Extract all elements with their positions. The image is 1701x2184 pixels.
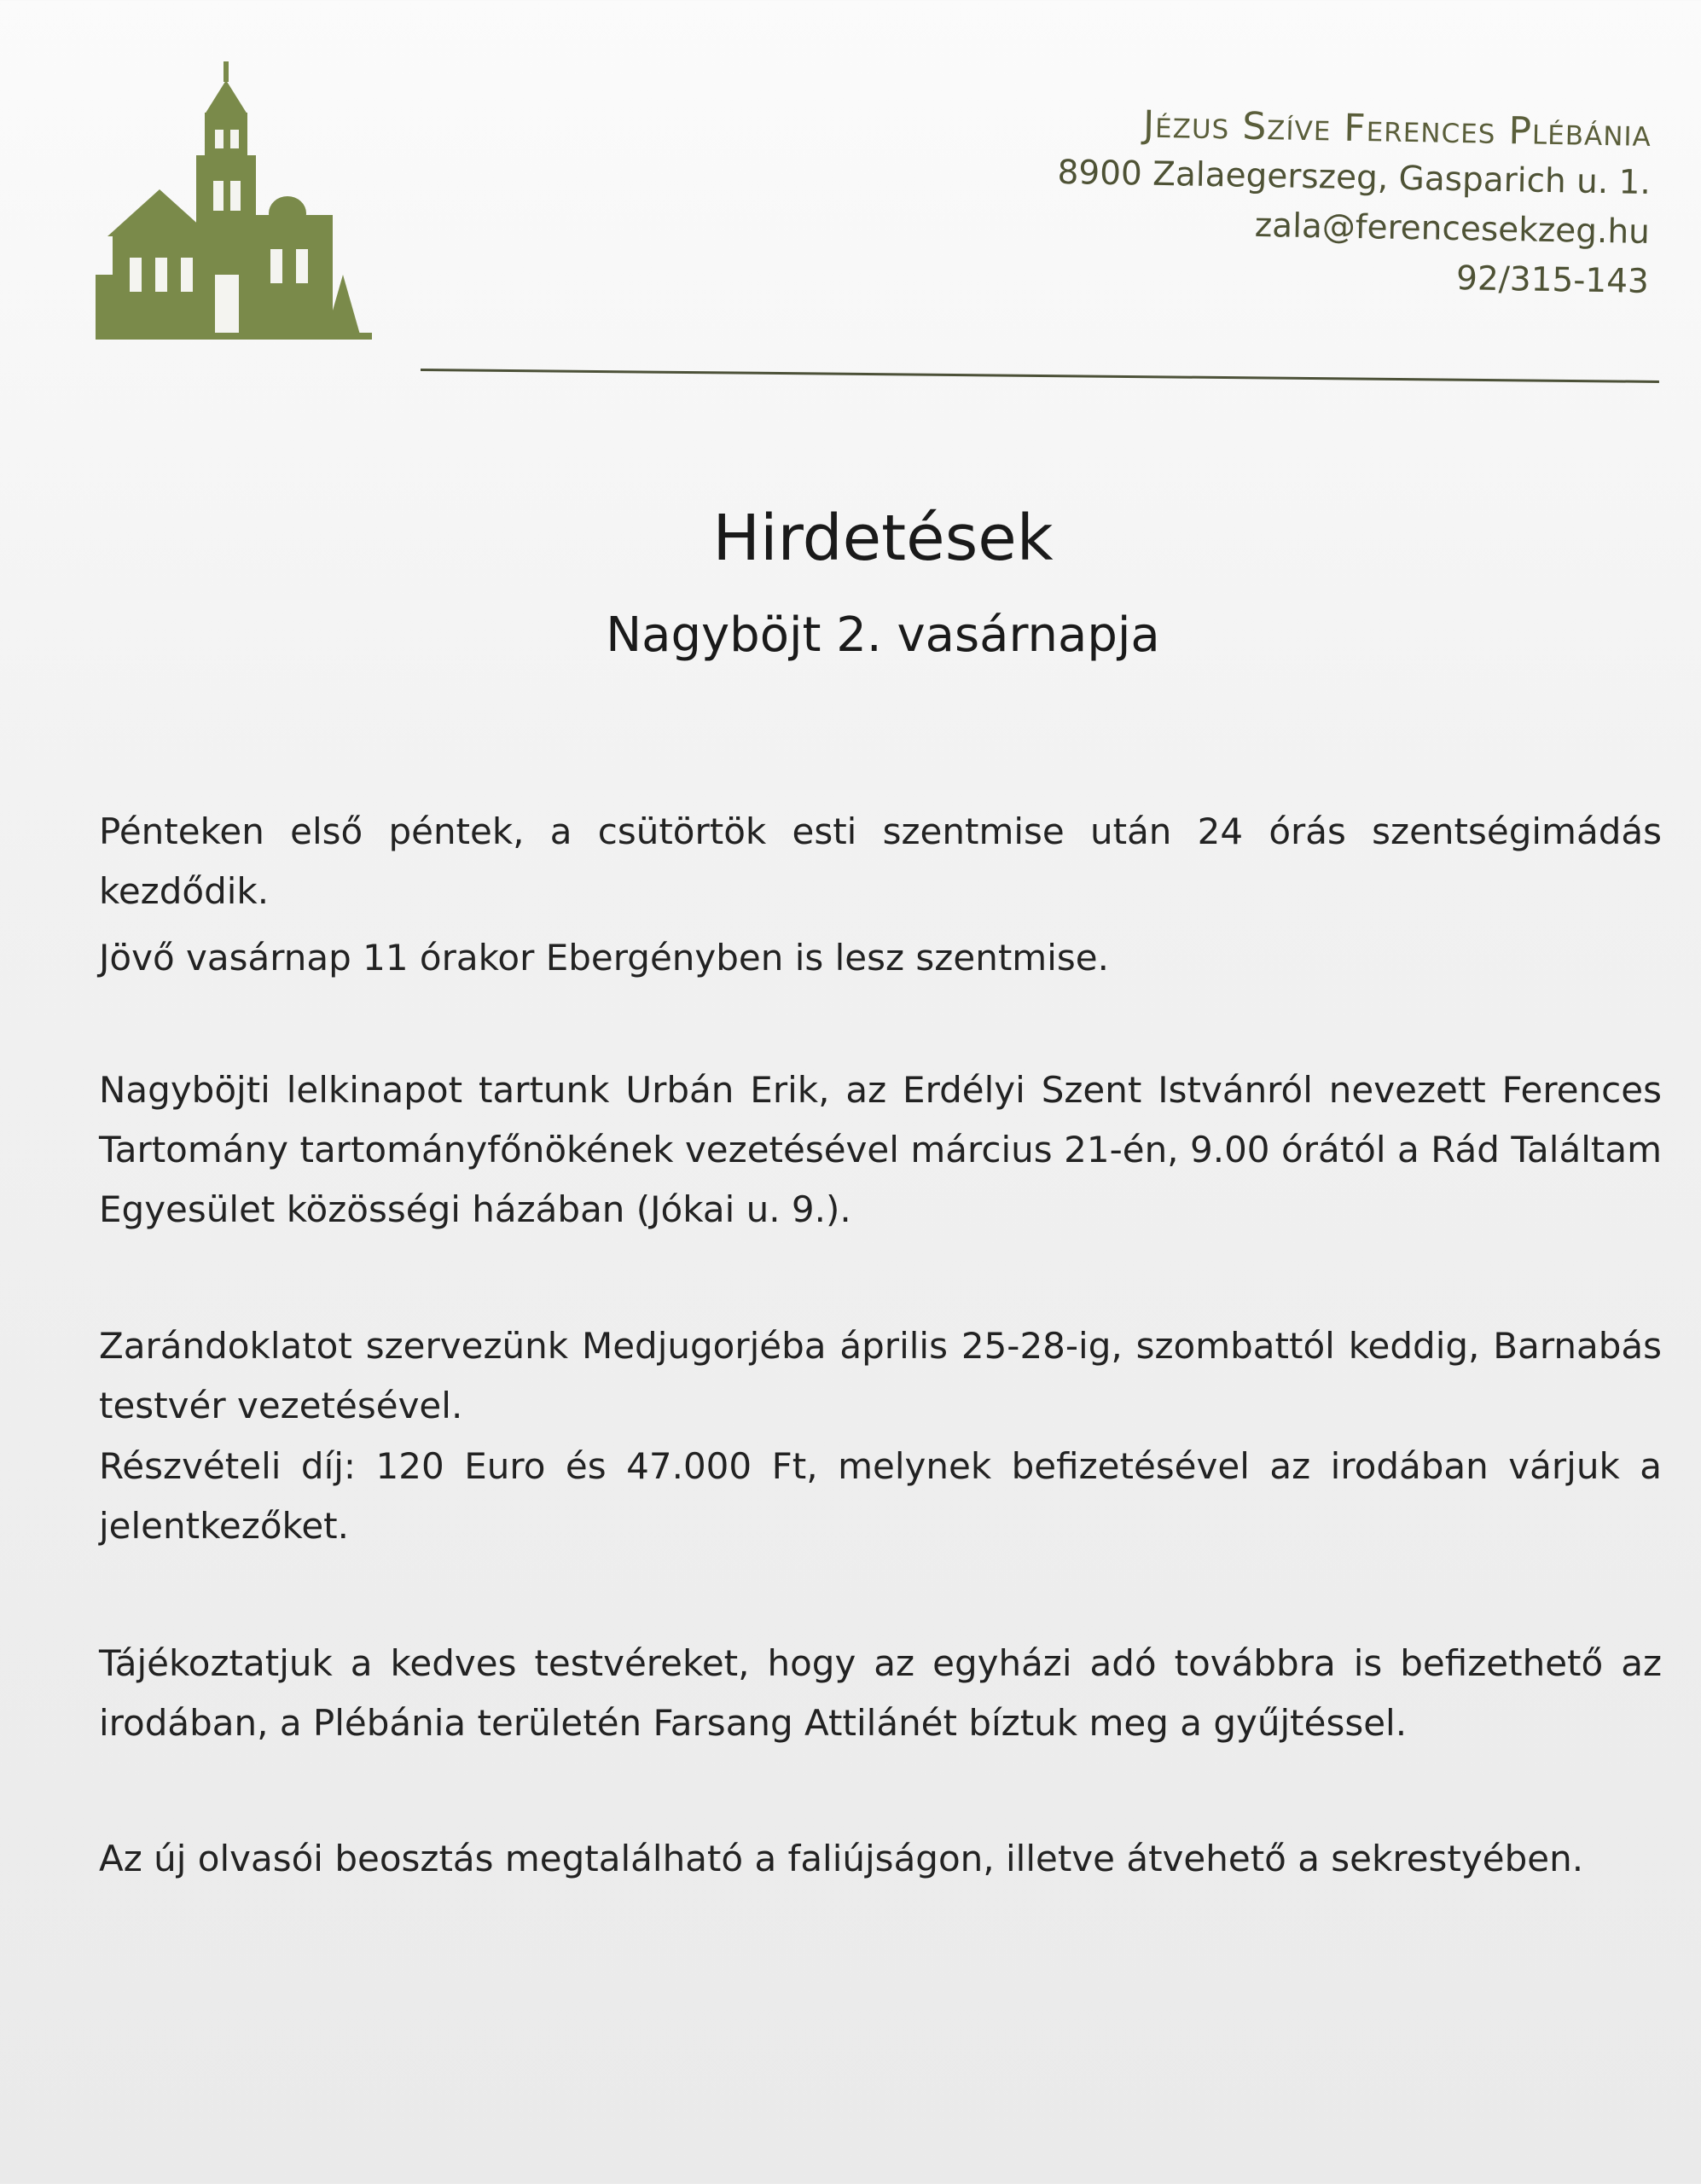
parish-email: zala@ferencesekzeg.hu (1254, 206, 1650, 252)
letterhead-contact (1055, 99, 1652, 307)
parish-address: 8900 Zalaegerszeg, Gasparich u. 1. (1056, 153, 1651, 202)
announcement-paragraph: Zarándoklatot szervezünk Medjugorjéba április 25-28-ig, szombattól keddig, Barnabás testvér vezetésével. (99, 1325, 1662, 1426)
announcement-paragraph: Jövő vasárnap 11 órakor Ebergényben is lesz szentmise. (99, 937, 1109, 979)
page-title: Hirdetések (712, 502, 1054, 575)
announcement-paragraph: Pénteken első péntek, a csütörtök esti szentmise után 24 órás szentségimádás kezdődik. (99, 810, 1662, 912)
parish-name: Jézus Szíve Ferences Plébánia (1142, 102, 1652, 155)
announcement-paragraph: Részvételi díj: 120 Euro és 47.000 Ft, melynek befizetésével az irodában várjuk a jelentkezőket. (99, 1445, 1662, 1547)
announcement-paragraph: Az új olvasói beosztás megtalálható a faliújságon, illetve átvehető a sekrestyében. (99, 1838, 1584, 1879)
announcement-paragraph: Tájékoztatjuk a kedves testvéreket, hogy az egyházi adó továbbra is befizethető az irodában, a Plébánia területén Farsang Attilánét bíztuk meg a gyűjtéssel. (99, 1642, 1662, 1744)
page-subtitle: Nagyböjt 2. vasárnapja (606, 607, 1160, 663)
church-building-icon (96, 61, 377, 351)
header-divider (421, 369, 1659, 383)
parish-phone: 92/315-143 (1455, 259, 1649, 301)
announcement-paragraph: Nagyböjti lelkinapot tartunk Urbán Erik, az Erdélyi Szent Istvánról nevezett Ferences Tartomány tartományfőnökének vezetésével március 21-én, 9.00 órától a Rád Találtam Egyesület közösségi házában (Jókai u. 9.). (99, 1069, 1662, 1230)
